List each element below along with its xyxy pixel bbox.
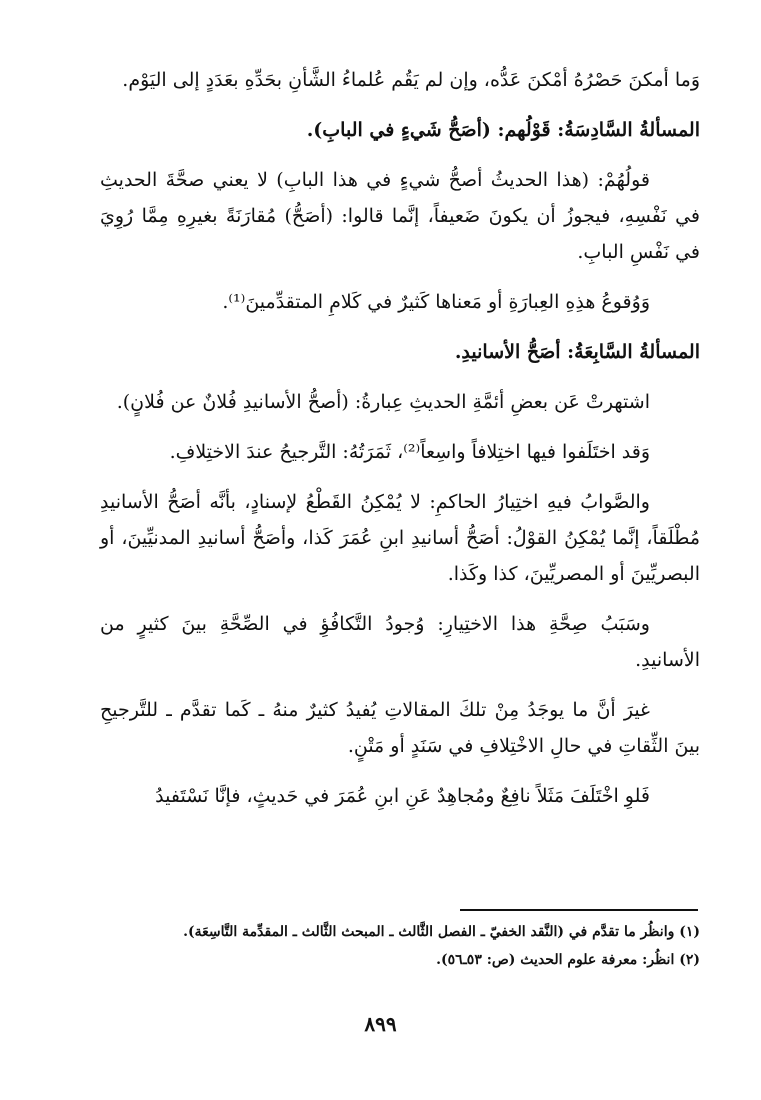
paragraph-intro: وَما أمكنَ حَصْرُهُ أمْكنَ عَدُّه، وإن لم يَقُم عُلماءُ الشَّأنِ بحَدِّهِ بعَدَدٍ إلى اليَوْم. [122,69,700,91]
paragraph-section-6-body: قولُهُمْ: (هذا الحديثُ أصحُّ شيءٍ في هذا البابِ) لا يعني صحَّةَ الحديثِ في نَفْسِهِ، فيجوزُ أن يكونَ ضَعيفاً، إنَّما قالوا: (أصَحُّ) مُقارَنَةً بغيرِهِ مِمَّا رُوِيَ في نَفْسِ البابِ. [100,169,700,263]
section-heading-7: المسألةُ السَّابِعَةُ: أصَحُّ الأسانيدِ. [454,341,700,363]
paragraph-section-7-benefit: غيرَ أنَّ ما يوجَدُ مِنْ تلكَ المقالاتِ يُفيدُ كثيرٌ منهُ ـ كَما تقدَّم ـ للتَّرجيحِ بينَ الثِّقاتِ في حالِ الاخْتِلافِ في سَنَدٍ أو مَتْنٍ. [100,699,700,757]
paragraph-section-7-intro: اشتهرتْ عَن بعضِ أئمَّةِ الحديثِ عِبارةُ: (أصحُّ الأسانيدِ فُلانٌ عن فُلانٍ). [116,391,650,413]
footnote-1: (١) وانظُر ما تقدَّم في (النَّقد الخفيّ ـ الفصل الثَّالث ـ المبحث الثَّالث ـ المقدِّمة التَّاسِعَة). [183,924,700,940]
footnotes [100,918,700,974]
footnote-2: (٢) انظُر: معرفة علوم الحديث (ص: ٥٣ـ٥٦). [436,952,700,968]
paragraph-section-6-note: وَوُقوعُ هذِهِ العِبارَةِ أو مَعناها كَثيرٌ في كَلامِ المتقدِّمينَ⁽¹⁾. [222,291,650,313]
page-body [100,62,700,828]
paragraph-section-7-disagreement: وَقد اختَلَفوا فيها اختِلافاً واسِعاً⁽²⁾، ثَمَرَتُهُ: التَّرجيحُ عندَ الاختِلافِ. [169,441,650,463]
paragraph-section-7-correct-view: والصَّوابُ فيهِ اختِيارُ الحاكمِ: لا يُمْكِنُ القَطْعُ لإسنادٍ، بأنَّه أصَحُّ الأسانيدِ مُطْلَقاً، إنَّما يُمْكِنُ القوْلُ: أصَحُّ أسانيدِ ابنِ عُمَرَ كَذا، وأصَحُّ أسانيدِ المدنيِّينَ، أو البصريِّينَ أو المصريِّينَ، كذا وكَذا. [100,491,700,585]
page-number: ٨٩٩ [364,1012,397,1036]
section-heading-6: المسألةُ السَّادِسَةُ: قَوْلُهم: (أصَحُّ شَيءٍ في البابِ). [306,119,700,141]
paragraph-section-7-reason: وسَبَبُ صِحَّةِ هذا الاختِيارِ: وُجودُ التَّكافُؤِ في الصِّحَّةِ بينَ كثيرٍ من الأسانيدِ. [100,613,700,671]
paragraph-section-7-example: فَلوِ اخْتَلَفَ مَثَلاً نافِعٌ ومُجاهِدٌ عَنِ ابنِ عُمَرَ في حَديثٍ، فإنَّا نَسْتَفيدُ [155,785,650,807]
footnote-divider [460,909,698,911]
